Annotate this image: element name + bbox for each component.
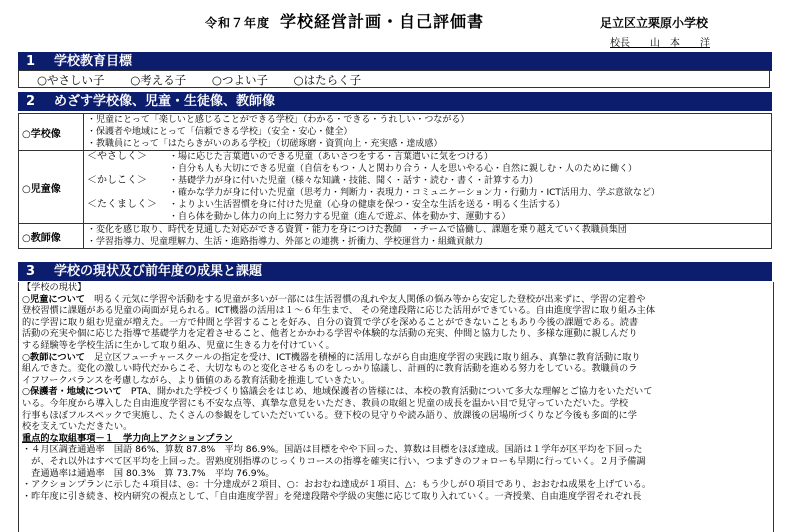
document-title [205, 9, 484, 32]
student-vision-line [87, 199, 768, 211]
title-text: 学校経営計画・自己評価書 [280, 12, 485, 31]
principal-name: 校長 山 本 洋 [610, 38, 710, 49]
student-line-text: ・場に応じた言葉遣いのできる児童（あいさつをする・言葉遣いに気をつける） [169, 152, 494, 162]
goal-item: ○考える子 [130, 73, 187, 87]
community-line: PTA、開かれた学校づくり協議会をはじめ、地域保護者の皆様には、本校の教育活動について多大な理解とご協力をいただいて [121, 386, 653, 398]
student-vision-line [87, 151, 768, 163]
focus-heading: 重点的な取組事項－１ 学力向上アクションプラン [22, 432, 233, 444]
focus-line: ・昨年度に引き続き、校内研究の視点として、「自由進度学習」を発達段階や学級の実態に応じて取り入れていく。一斉授業、自由進度学習それぞれ長 [22, 490, 642, 502]
children-line: 明るく元気に学習や活動をする児童が多いが一部には生活習慣の乱れや友人関係の悩み等から安定した登校が出来ずに、学習の定着や [84, 293, 646, 305]
goal-item: ○つよい子 [211, 73, 268, 87]
school-vision-line: ・保護者や地域にとって「信頼できる学校」（安全・安心・健全） [87, 127, 353, 137]
section3-header [18, 262, 772, 281]
fiscal-year: 令和７年度 [205, 16, 271, 30]
student-vision-line [87, 187, 768, 199]
teachers-line: 組んできた。変化の激しい時代だからこそ、大切なものと変化させるものをしっかり協議し、計画的に教育活動を進める努力をしている。教職員のラ [22, 363, 638, 375]
student-line-text: ・よりよい生活習慣を身に付けた児童（心身の健康を保つ・安全な生活を送る・明るく生活する） [169, 200, 566, 210]
children-paragraph [19, 294, 773, 352]
student-vision-row [19, 151, 772, 224]
teacher-vision-label: ○教師像 [19, 224, 84, 249]
children-line: 的に学習に取り組む児童が増えた。一方で仲間と学習することを好み、自分の資質で学びを深めることができないこともあり今後の課題である。読書 [22, 316, 639, 328]
current-status-body [18, 282, 774, 532]
section1-number: 1 [26, 54, 36, 69]
student-line-text: ・基礎学力が身に付いた児童（様々な知識・技能、聞く・話す・読む・書く・計算する力） [169, 176, 539, 186]
school-name: 足立区立栗原小学校 [600, 16, 709, 30]
children-heading: ○児童について [22, 293, 85, 305]
focus-line: 査通過率は通過率 国 80.3% 算 73.7% 平均 76.9%。 [22, 467, 275, 479]
teachers-line: 足立区フューチャースクールの指定を受け、ICT機器を積極的に活用しながら自由進度学習の実践に取り組み、真摯に教育活動に取り [84, 351, 641, 363]
goal-item: ○やさしい子 [37, 73, 105, 87]
section2-title: めざす学校像、児童・生徒像、教師像 [54, 94, 276, 109]
section3-title: 学校の現状及び前年度の成果と課題 [54, 264, 263, 279]
section3-number: 3 [26, 264, 36, 279]
section1-header [18, 52, 772, 71]
teacher-vision-line: ・変化を感じ取り、時代を見通した対応ができる資質・能力を身につけた教師 ・チームで協働し、課題を乗り越えていく教職員集団 [87, 225, 627, 235]
focus-line: が、それ以外はすべて区平均を上回った。習熟度別指導のじっくりコースの指導を確実に行い、つまずきのフォローも早期に行っていく。２月予備調 [22, 455, 646, 467]
student-line-text: ・確かな学力が身に付いた児童（思考力・判断力・表現力・コミュニケーション力・行動力・ICT活用力、学ぶ意欲など） [169, 188, 660, 198]
section2-number: 2 [26, 94, 36, 109]
student-vision-line [87, 163, 768, 175]
school-vision-label: ○学校像 [19, 114, 84, 151]
student-vision-text [84, 151, 772, 224]
children-line: 登校習慣に課題がある児童の両面が見られる。ICT機器の活用は１～６年生まで、 その発達段階に応じた活用ができている。自由進度学習に取り組み主体 [22, 305, 656, 317]
children-line: する経験等を学校生活に生かして取り組み、児童に生きる力を付けていく。 [22, 339, 335, 351]
vision-table [18, 113, 772, 249]
student-vision-line [87, 211, 768, 223]
teacher-vision-text [84, 224, 772, 249]
school-vision-row [19, 114, 772, 151]
school-vision-line: ・教職員にとって「はたらきがいのある学校」（切磋琢磨・資質向上・充実感・達成感） [87, 139, 443, 149]
student-subheading: ＜たくましく＞ [87, 199, 157, 210]
community-paragraph [19, 386, 773, 432]
teacher-vision-row [19, 224, 772, 249]
community-line: いる。今年度から導入した自由進度学習にも不安な点等、真摯な意見をいただき、教員の取組と児童の成長を温かい目で見守っていただいた。学校 [22, 397, 629, 409]
school-vision-text [84, 114, 772, 151]
teachers-paragraph [19, 352, 773, 387]
student-subheading: ＜やさしく＞ [87, 151, 147, 162]
section2-header [18, 92, 772, 111]
teachers-heading: ○教師について [22, 351, 85, 363]
student-line-text: ・自分も人も大切にできる児童（自信をもつ・人と関わり合う・人を思いやる心・自然に親しむ・人のために働く） [169, 164, 638, 174]
educational-goals [18, 70, 770, 88]
status-heading: 【学校の現状】 [22, 282, 87, 293]
section1-title: 学校教育目標 [54, 54, 133, 69]
teacher-vision-line: ・学習指導力、児童理解力、生活・進路指導力、外部との連携・折衝力、学校運営力・組織貢献力 [87, 237, 484, 247]
community-heading: ○保護者・地域について [22, 386, 122, 398]
teachers-line: イフワークバランスを考慮しながら、より価値のある教育活動を推進していきたい。 [22, 374, 371, 386]
goal-item: ○はたらく子 [293, 73, 362, 87]
children-line: 活動の充実や個に応じた指導で基礎学力を定着させること、他者とかかわる学習や体験的な活動の充実、仲間と協力したり、多様な運動に親しんだり [22, 328, 638, 340]
community-line: 校を支えていただきたい。 [22, 421, 133, 433]
focus-paragraph [19, 444, 773, 502]
focus-line: ・４月区調査通過率 国語 86%、算数 87.8% 平均 86.9%。国語は目標をやや下回った、算数は目標をほぼ達成。国語は１学年が区平均を下回った [22, 444, 643, 456]
student-vision-line [87, 175, 768, 187]
community-line: 行事もほぼフルスペックで実施し、たくさんの参観をしていただいている。登下校の見守りや読み語り、放課後の居場所づくりなど今後も多面的に学 [22, 409, 637, 421]
focus-line: ・アクションプランに示した４項目は、◎：十分達成が２項目、○：おおむね達成が１項目、△：もう少しが０項目であり、おおむね成果を上げている。 [22, 479, 652, 491]
student-vision-label: ○児童像 [19, 151, 84, 224]
school-vision-line: ・児童にとって「楽しいと感じることができる学校」（わかる・できる・うれしい・つながる） [87, 115, 470, 125]
student-line-text: ・自ら体を動かし体力の向上に努力する児童（進んで遊ぶ、体を動かす、運動する） [169, 212, 511, 222]
student-subheading: ＜かしこく＞ [87, 175, 147, 186]
